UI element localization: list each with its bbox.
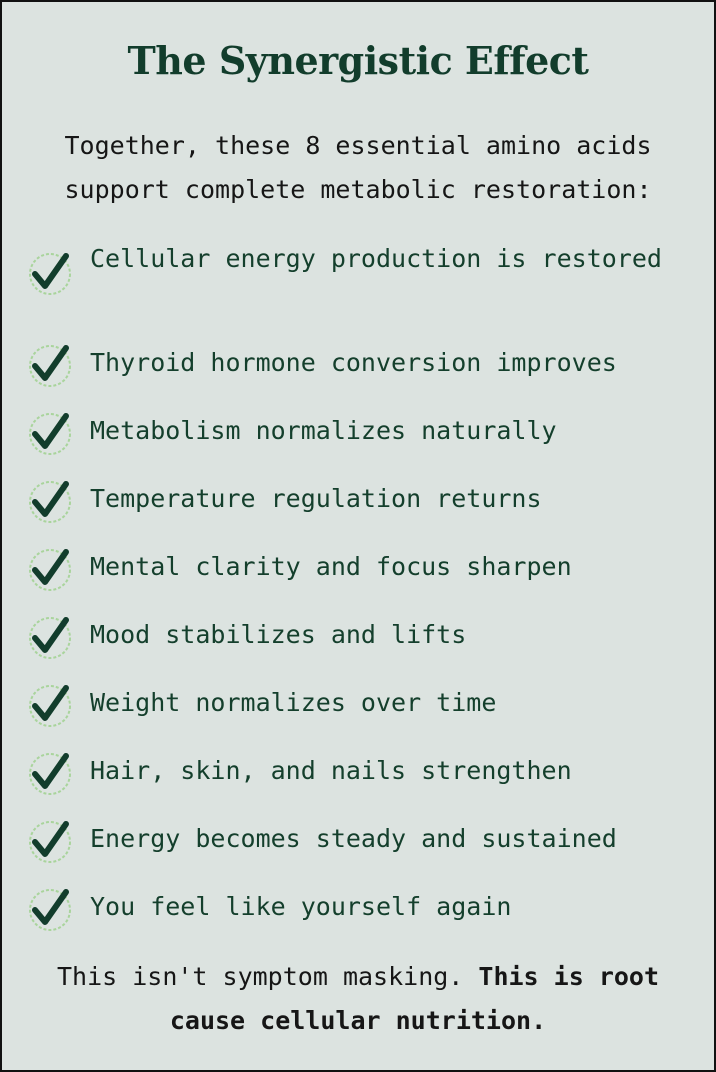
check-icon	[26, 546, 74, 594]
check-icon	[26, 410, 74, 458]
check-icon	[26, 750, 74, 798]
footer-plain-text: This isn't symptom masking.	[56, 962, 479, 991]
list-item-label: You feel like yourself again	[90, 892, 512, 921]
check-icon	[26, 250, 74, 298]
list-item-label: Energy becomes steady and sustained	[90, 824, 617, 853]
check-icon	[26, 818, 74, 866]
footer-bold-text: This is root cause cellular nutrition.	[169, 962, 660, 1035]
list-item-label: Weight normalizes over time	[90, 688, 497, 717]
check-icon	[26, 614, 74, 662]
footer-statement	[12, 955, 704, 1043]
check-icon	[26, 886, 74, 934]
list-item-label: Cellular energy production is restored	[90, 244, 662, 273]
list-item-label: Temperature regulation returns	[90, 484, 542, 513]
check-icon	[26, 682, 74, 730]
intro-text: Together, these 8 essential amino acids support complete metabolic restoration:	[64, 131, 652, 204]
list-item-label: Hair, skin, and nails strengthen	[90, 756, 572, 785]
check-icon	[26, 342, 74, 390]
list-item-label: Metabolism normalizes naturally	[90, 416, 557, 445]
list-item-label: Mental clarity and focus sharpen	[90, 552, 572, 581]
page-title: The Synergistic Effect	[127, 38, 589, 83]
list-item-label: Thyroid hormone conversion improves	[90, 348, 617, 377]
list-item-label: Mood stabilizes and lifts	[90, 620, 467, 649]
check-icon	[26, 478, 74, 526]
